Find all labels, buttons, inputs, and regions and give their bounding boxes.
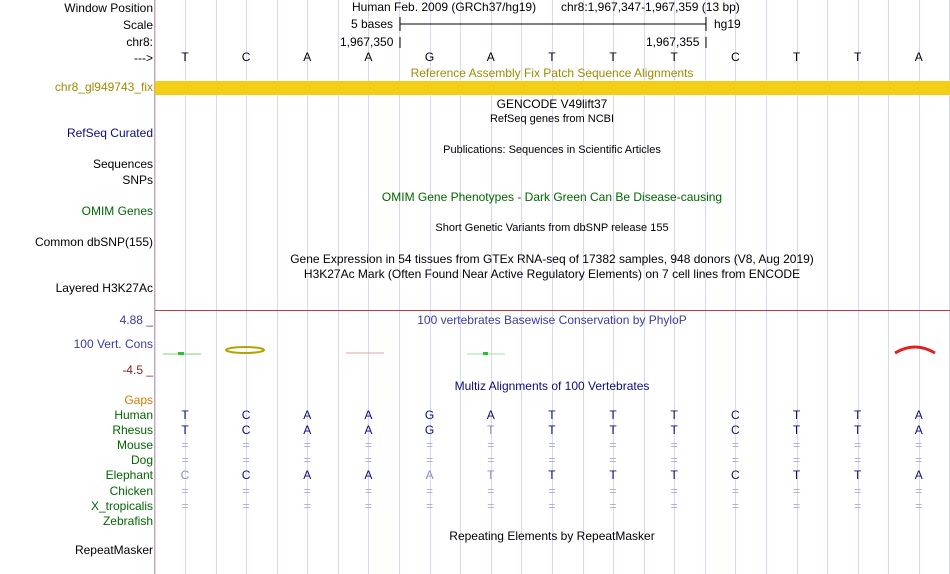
alignment-base: A xyxy=(914,468,923,483)
h3k27ac-label[interactable]: Layered H3K27Ac xyxy=(55,281,153,295)
ruler-base: T xyxy=(670,50,678,64)
repeatmasker-title: Repeating Elements by RepeatMasker xyxy=(449,529,655,543)
alignment-base: = xyxy=(915,453,923,468)
alignment-base: = xyxy=(181,453,189,468)
ruler-base: A xyxy=(486,50,495,64)
alignment-base: = xyxy=(364,453,372,468)
species-label[interactable]: Dog xyxy=(130,453,153,468)
species-label[interactable]: X_tropicalis xyxy=(90,498,153,513)
alignment-base: = xyxy=(854,453,862,468)
alignment-base: = xyxy=(242,483,250,498)
phylop-label[interactable]: 100 Vert. Cons xyxy=(73,337,153,351)
alignment-base: = xyxy=(731,483,739,498)
alignment-base: C xyxy=(180,468,190,483)
coord-right: 1,967,355 xyxy=(646,35,700,49)
phylop-min: -4.5 _ xyxy=(122,363,153,377)
alignment-base: A xyxy=(303,423,312,438)
alignment-base: = xyxy=(731,453,739,468)
alignment-base: A xyxy=(303,468,312,483)
alignment-base: A xyxy=(425,468,434,483)
alignment-base: = xyxy=(303,438,311,453)
alignment-base: = xyxy=(792,483,801,498)
alignment-base: T xyxy=(609,468,617,483)
alignment-base: A xyxy=(914,408,923,422)
alignment-base: = xyxy=(548,498,556,513)
ruler-base: T xyxy=(548,50,556,64)
alignment-base: T xyxy=(609,408,617,422)
alignment-base: = xyxy=(670,483,678,498)
alignment-base: = xyxy=(364,498,372,513)
ruler-base: T xyxy=(792,50,801,64)
gencode-title: GENCODE V49lift37 xyxy=(496,97,608,111)
fix-patch-label[interactable]: chr8_gl949743_fix xyxy=(54,80,153,94)
species-label[interactable]: Human xyxy=(114,408,153,422)
alignment-base: C xyxy=(731,423,740,438)
alignment-base: = xyxy=(426,438,434,453)
species-label[interactable]: Elephant xyxy=(105,468,153,483)
species-label[interactable]: Zebrafish xyxy=(102,513,153,528)
alignment-base: = xyxy=(731,438,739,453)
multiz-title: Multiz Alignments of 100 Vertebrates xyxy=(454,379,650,393)
phylop-signal xyxy=(155,340,950,360)
species-label[interactable]: Rhesus xyxy=(112,423,153,438)
species-label[interactable]: Chicken xyxy=(109,483,153,498)
alignment-base: = xyxy=(303,483,311,498)
alignment-base: = xyxy=(548,483,556,498)
species-label[interactable]: Mouse xyxy=(116,438,153,453)
alignment-base: = xyxy=(364,438,372,453)
alignment-base: = xyxy=(609,498,617,513)
alignment-base: C xyxy=(241,468,251,483)
chrom-label: chr8: xyxy=(126,35,153,49)
alignment-base: = xyxy=(609,483,617,498)
alignment-base: = xyxy=(854,438,862,453)
alignment-base: T xyxy=(487,468,495,483)
alignment-base: = xyxy=(915,438,923,453)
ruler-base: T xyxy=(609,50,617,64)
alignment-base: G xyxy=(424,423,435,438)
alignment-base: C xyxy=(731,408,740,422)
omim-title: OMIM Gene Phenotypes - Dark Green Can Be Disease-causing xyxy=(381,190,723,204)
alignment-base: = xyxy=(487,498,495,513)
h3k27ac-title: H3K27Ac Mark (Often Found Near Active Regulatory Elements) on 7 cell lines from ENCODE xyxy=(303,267,801,281)
dbsnp-title: Short Genetic Variants from dbSNP release 155 xyxy=(435,222,669,234)
alignment-base: = xyxy=(609,438,617,453)
omim-label[interactable]: OMIM Genes xyxy=(81,204,153,218)
alignment-base: = xyxy=(548,453,556,468)
alignment-base: T xyxy=(792,468,801,483)
alignment-base: = xyxy=(364,483,372,498)
phylop-title: 100 vertebrates Basewise Conservation by PhyloP xyxy=(417,313,687,327)
fix-patch-alignment-bar[interactable] xyxy=(155,81,950,95)
scale-label: Scale xyxy=(122,18,153,32)
alignment-base: = xyxy=(609,453,617,468)
alignment-base: = xyxy=(670,453,678,468)
alignment-base: T xyxy=(792,408,801,422)
strand-arrow-label[interactable]: ---> xyxy=(134,51,153,65)
alignment-base: = xyxy=(854,483,862,498)
alignment-base: = xyxy=(670,498,678,513)
alignment-base: T xyxy=(548,423,556,438)
alignment-base: = xyxy=(487,438,495,453)
alignment-base: T xyxy=(181,408,189,422)
ruler-base: C xyxy=(241,50,251,64)
snps-label[interactable]: SNPs xyxy=(122,173,153,187)
alignment-base: = xyxy=(731,498,739,513)
alignment-base: = xyxy=(181,438,189,453)
gtex-title: Gene Expression in 54 tissues from GTEx RNA-seq of 17382 samples, 948 donors (V8, Aug 2019) xyxy=(290,252,814,266)
alignment-base: T xyxy=(548,468,556,483)
alignment-base: = xyxy=(242,453,250,468)
db-text: hg19 xyxy=(714,17,741,31)
alignment-base: C xyxy=(241,408,251,422)
alignment-base: T xyxy=(670,408,678,422)
coord-left: 1,967,350 xyxy=(340,35,394,49)
alignment-base: = xyxy=(670,438,678,453)
fix-patch-title: Reference Assembly Fix Patch Sequence Alignments xyxy=(410,66,694,80)
ruler-base: T xyxy=(853,50,862,64)
scale-text: 5 bases xyxy=(351,17,394,31)
alignment-base: = xyxy=(303,498,311,513)
alignment-base: = xyxy=(792,438,801,453)
position-text: chr8:1,967,347-1,967,359 (13 bp) xyxy=(561,0,740,14)
dbsnp-label[interactable]: Common dbSNP(155) xyxy=(34,235,153,249)
alignment-base: = xyxy=(181,483,189,498)
alignment-base: = xyxy=(426,498,434,513)
ruler-base: A xyxy=(364,50,373,64)
publications-label[interactable]: Sequences xyxy=(92,157,153,171)
publications-title: Publications: Sequences in Scientific Articles xyxy=(443,144,661,156)
gaps-label[interactable]: Gaps xyxy=(124,393,153,407)
phylop-top-line xyxy=(155,310,950,311)
alignment-base: A xyxy=(364,408,373,422)
ruler-base: A xyxy=(914,50,923,64)
ruler-base: A xyxy=(303,50,312,64)
alignment-base: A xyxy=(303,408,312,422)
alignment-base: = xyxy=(426,453,434,468)
assembly-text: Human Feb. 2009 (GRCh37/hg19) xyxy=(352,0,537,14)
alignment-base: T xyxy=(670,468,678,483)
alignment-base: T xyxy=(792,423,801,438)
alignment-base: = xyxy=(548,438,556,453)
alignment-base: C xyxy=(731,468,740,483)
alignment-base: = xyxy=(854,498,862,513)
alignment-base: = xyxy=(242,438,250,453)
alignment-base: A xyxy=(914,423,923,438)
ruler-base: T xyxy=(181,50,189,64)
alignment-base: = xyxy=(303,453,311,468)
ruler-base: C xyxy=(731,50,740,64)
alignment-base: = xyxy=(915,483,923,498)
alignment-base: C xyxy=(241,423,251,438)
repeatmasker-label[interactable]: RepeatMasker xyxy=(74,543,153,557)
alignment-base: = xyxy=(181,498,189,513)
alignment-base: = xyxy=(915,498,923,513)
alignment-base: = xyxy=(426,483,434,498)
alignment-base: A xyxy=(486,408,495,422)
alignment-base: G xyxy=(424,408,435,422)
alignment-base: = xyxy=(792,498,801,513)
alignment-base: T xyxy=(548,408,556,422)
alignment-base: T xyxy=(487,423,495,438)
alignment-base: = xyxy=(487,483,495,498)
refseq-label[interactable]: RefSeq Curated xyxy=(66,126,153,140)
alignment-base: T xyxy=(853,423,862,438)
alignment-base: = xyxy=(487,453,495,468)
alignment-base: A xyxy=(364,423,373,438)
alignment-base: = xyxy=(792,453,801,468)
alignment-base: T xyxy=(853,408,862,422)
refseq-title: RefSeq genes from NCBI xyxy=(489,113,615,125)
alignment-base: T xyxy=(181,423,189,438)
phylop-max: 4.88 _ xyxy=(119,313,153,327)
alignment-base: T xyxy=(670,423,678,438)
alignment-base: T xyxy=(853,468,862,483)
ruler-base: G xyxy=(424,50,435,64)
alignment-base: A xyxy=(364,468,373,483)
window-position-label: Window Position xyxy=(64,1,153,15)
alignment-base: = xyxy=(242,498,250,513)
alignment-base: T xyxy=(609,423,617,438)
